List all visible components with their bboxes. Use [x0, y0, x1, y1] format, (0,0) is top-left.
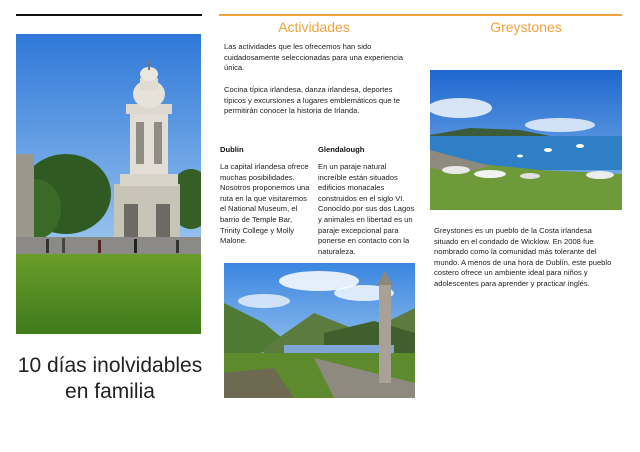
left-top-rule — [16, 14, 202, 16]
actividades-intro: Las actividades que les ofrecemos han sido cuidadosamente seleccionadas para una experiencia única. — [224, 42, 403, 73]
greystones-photo — [430, 70, 622, 210]
actividades-description: Cocina típica irlandesa, danza irlandesa, deportes típicos y excursiones a lugares emblemáticos que te permitirán conocer la historia de Irlanda. — [224, 85, 401, 116]
brochure-title-line1: 10 días inolvidables — [17, 354, 203, 377]
actividades-heading: Actividades — [278, 19, 350, 35]
greystones-heading: Greystones — [490, 19, 562, 35]
glendalough-heading: Glendalough — [318, 145, 365, 154]
brochure-title-line2: en familia — [65, 380, 155, 403]
brochure-title — [12, 353, 208, 405]
trinity-college-photo — [16, 34, 201, 334]
dublin-heading: Dublin — [220, 145, 244, 154]
dublin-text: La capital irlandesa ofrece muchas posibilidades. Nosotros proponemos una ruta en la que visitaremos el National Museum, el barrio de Temple Bar, Trinity College y Molly Malone. — [220, 162, 310, 246]
glendalough-photo — [224, 263, 415, 398]
right-top-rule — [219, 14, 622, 16]
greystones-text: Greystones es un pueblo de la Costa irlandesa situado en el condado de Wicklow. En 2008 fue nombrado como la comunidad más tolerante del mundo. A menos de una hora de Dublín, este pueblo costero ofrece un ambiente ideal para niños y adolescentes para aprender y practicar inglés. — [434, 226, 612, 288]
glendalough-text: En un paraje natural increíble están situados edificios monacales construidos en el siglo VI. Conocido por sus dos Lagos y animales en libertad es un paraje excepcional para ponerse en contacto con la naturaleza. — [318, 162, 415, 256]
